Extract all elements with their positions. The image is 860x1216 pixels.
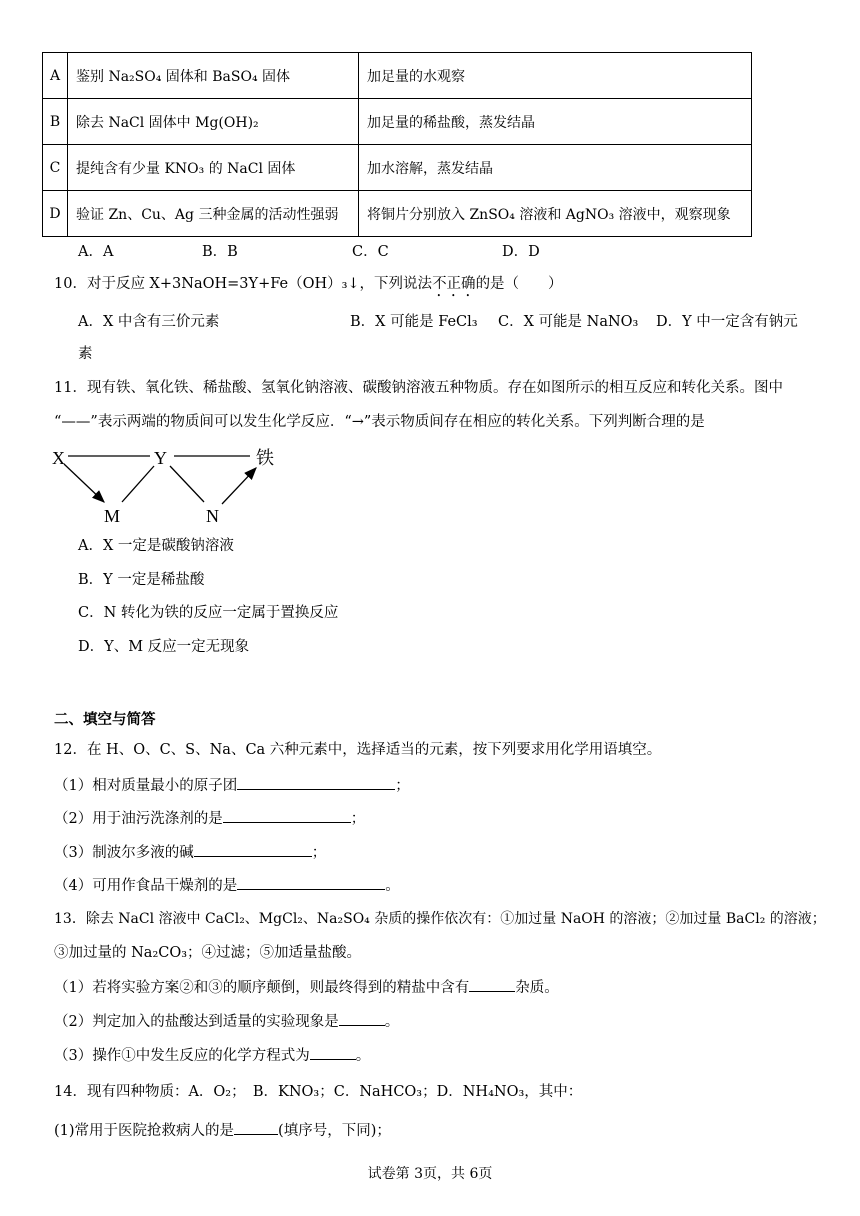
q10-option-a: A．X 中含有三价元素 — [78, 314, 220, 330]
q14-item-1: (1)常用于医院抢救病人的是 (填序号，下同)； — [54, 1120, 391, 1141]
q9-option-b: B．B — [202, 244, 238, 260]
q10-stem: 10．对于反应 X+3NaOH=3Y+Fe（OH）₃↓，下列说法不正确的是（ ） — [54, 276, 563, 292]
table-row — [43, 53, 752, 99]
q11-option-b: B．Y 一定是稀盐酸 — [78, 572, 205, 588]
section-title: 二、填空与简答 — [54, 711, 156, 728]
q12-stem: 12．在 H、O、C、S、Na、Ca 六种元素中，选择适当的元素，按下列要求用化学用语填空。 — [54, 742, 662, 758]
row-item: 除去 NaCl 固体中 Mg(OH)₂ — [68, 99, 359, 145]
x-to-m-arrow — [64, 464, 104, 502]
row-key: A — [43, 53, 68, 99]
q12-item-2: （2）用于油污洗涤剂的是 ； — [54, 808, 365, 829]
experiment-options-table — [42, 52, 752, 237]
q12-item-4: （4）可用作食品干燥剂的是 。 — [54, 875, 400, 896]
answer-blank[interactable] — [194, 842, 312, 857]
q12-item-1: （1）相对质量最小的原子团 ； — [54, 775, 410, 796]
node-n: N — [206, 506, 219, 526]
row-key: C — [43, 145, 68, 191]
y-n-reaction-line — [170, 466, 204, 502]
q11-option-d: D．Y、M 反应一定无现象 — [78, 639, 250, 655]
q11-option-a: A．X 一定是碳酸钠溶液 — [78, 538, 234, 554]
node-m: M — [104, 506, 121, 526]
row-method: 加足量的水观察 — [359, 53, 752, 99]
row-key: D — [43, 191, 68, 237]
node-iron: 铁 — [256, 448, 274, 469]
table-row — [43, 99, 752, 145]
m-y-reaction-line — [122, 466, 154, 502]
row-key: B — [43, 99, 68, 145]
row-item: 提纯含有少量 KNO₃ 的 NaCl 固体 — [68, 145, 359, 191]
q10-option-c: C．X 可能是 NaNO₃ — [498, 314, 639, 330]
q13-item-2: （2）判定加入的盐酸达到适量的实验现象是 。 — [54, 1011, 399, 1032]
q10-option-d: D．Y 中一定含有钠元 — [656, 314, 798, 330]
row-method: 加足量的稀盐酸，蒸发结晶 — [359, 99, 752, 145]
q13-stem-line2: ③加过量的 Na₂CO₃；④过滤；⑤加适量盐酸。 — [54, 945, 362, 961]
q11-stem-line2: “——”表示两端的物质间可以发生化学反应．“→”表示物质间存在相应的转化关系。下列判断合理的是 — [54, 414, 705, 430]
row-method: 将铜片分别放入 ZnSO₄ 溶液和 AgNO₃ 溶液中，观察现象 — [359, 191, 752, 237]
q13-stem-line1: 13．除去 NaCl 溶液中 CaCl₂、MgCl₂、Na₂SO₄ 杂质的操作依次有：①加过量 NaOH 的溶液；②加过量 BaCl₂ 的溶液； — [54, 911, 826, 927]
q9-option-a: A．A — [78, 244, 114, 260]
row-method: 加水溶解，蒸发结晶 — [359, 145, 752, 191]
q9-option-c: C．C — [352, 244, 389, 260]
answer-blank[interactable] — [237, 875, 385, 890]
answer-blank[interactable] — [469, 977, 515, 992]
q13-item-3: （3）操作①中发生反应的化学方程式为 。 — [54, 1045, 370, 1066]
q10-options — [78, 312, 798, 332]
q12-item-3: （3）制波尔多液的碱 ； — [54, 842, 326, 863]
answer-blank[interactable] — [339, 1011, 385, 1026]
table-row — [43, 191, 752, 237]
row-item: 鉴别 Na₂SO₄ 固体和 BaSO₄ 固体 — [68, 53, 359, 99]
q10-option-d-continued: 素 — [78, 346, 93, 362]
q13-item-1: （1）若将实验方案②和③的顺序颠倒，则最终得到的精盐中含有 杂质。 — [54, 977, 559, 998]
row-item: 验证 Zn、Cu、Ag 三种金属的活动性强弱 — [68, 191, 359, 237]
answer-blank[interactable] — [237, 775, 395, 790]
q10-emphasis: 不正确 — [432, 276, 476, 292]
node-y: Y — [154, 448, 167, 468]
q11-stem-line1: 11．现有铁、氧化铁、稀盐酸、氢氧化钠溶液、碳酸钠溶液五种物质。存在如图所示的相互反应和转化关系。图中 — [54, 380, 783, 396]
q9-option-d: D．D — [502, 244, 540, 260]
q9-options — [78, 242, 540, 262]
q10-option-b: B．X 可能是 FeCl₃ — [350, 314, 478, 330]
page-footer: 试卷第 3页，共 6页 — [367, 1166, 493, 1182]
n-to-iron-arrow — [222, 468, 256, 504]
table-row — [43, 145, 752, 191]
answer-blank[interactable] — [223, 808, 351, 823]
reaction-diagram — [50, 444, 290, 528]
answer-blank[interactable] — [310, 1045, 356, 1060]
answer-blank[interactable] — [234, 1120, 278, 1135]
q11-option-c: C．N 转化为铁的反应一定属于置换反应 — [78, 605, 339, 621]
q14-stem: 14．现有四种物质：A．O₂； B．KNO₃；C．NaHCO₃；D．NH₄NO₃，其中： — [54, 1084, 583, 1100]
node-x: X — [52, 448, 65, 468]
